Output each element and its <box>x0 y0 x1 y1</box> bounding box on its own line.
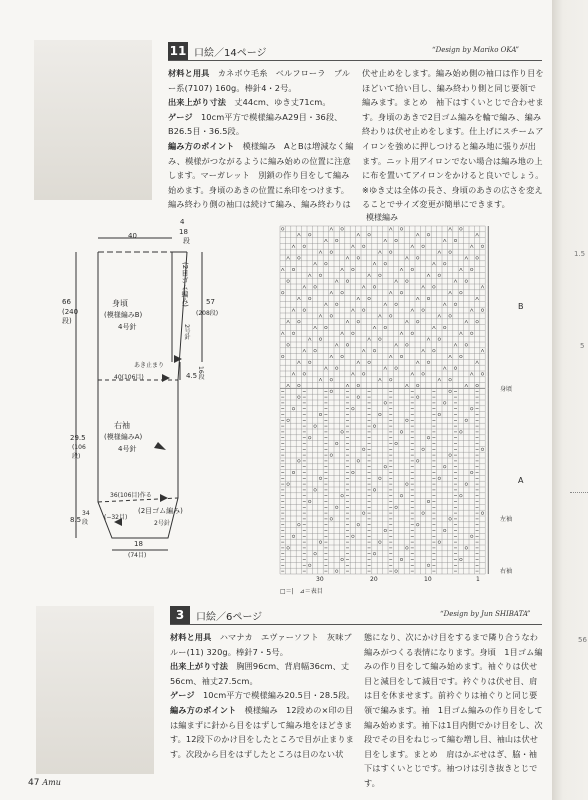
body-title: 身頃 <box>112 299 128 308</box>
cuff-needle: 2号針 <box>154 520 170 527</box>
rib-needle: 2号針 <box>183 324 190 340</box>
stitch-chart <box>278 224 530 600</box>
dim-top: 4 <box>180 218 185 226</box>
gutter-mark: 1.5 <box>574 250 586 258</box>
points-text: 模様編み AとBは増減なく編み、模様がつながるように編み始めの位置に注意します。マーガレット 別鎖の作り目をして編み始めます。身頃のあきの位置に糸印をつけます。編み終わり側の袖口は続けて編み、編み終わりは <box>168 140 354 210</box>
label-body: 身頃 <box>500 386 513 393</box>
size-text-2: 胸囲96cm、背肩幅36cm、丈56cm、袖丈27.5cm。 <box>170 661 350 686</box>
gauge-label: ゲージ <box>168 111 193 122</box>
dim-45: 4.5 <box>186 372 198 380</box>
dim-57: 57 <box>206 298 215 306</box>
instructions-col2-bottom <box>364 630 544 791</box>
points-label-2: 編み方のポイント <box>170 704 237 715</box>
dec-label: (−32目) <box>104 514 128 521</box>
sleeve-needle: 4号針 <box>118 445 137 453</box>
page-number: 47 <box>28 778 40 788</box>
label-left: 左袖 <box>500 516 513 523</box>
gutter-dotline <box>570 492 588 493</box>
label-b: B <box>518 302 524 311</box>
magazine-brand: Amu <box>42 778 61 787</box>
dim-34: 34段 <box>82 510 90 526</box>
pattern-reference: 口絵／14ページ <box>194 48 267 59</box>
designer-credit-2: “Design by Jun SHIBATA” <box>440 610 531 618</box>
dim-295: 29.5 <box>70 434 86 442</box>
dim-height-rows: (240段) <box>62 308 79 325</box>
page-footer <box>28 778 61 788</box>
gutter-mark: 56 <box>578 636 587 644</box>
chart-col-30: 30 <box>316 576 324 583</box>
body-needle: 4号針 <box>118 323 137 331</box>
size-label-2: 出来上がり寸法 <box>170 661 229 672</box>
instructions-col2 <box>362 66 544 212</box>
size-text: 丈44cm、ゆき丈71cm。 <box>234 97 331 108</box>
instructions-col1 <box>168 66 354 212</box>
dim-85: 8.5 <box>70 516 82 524</box>
make-label: 36(106目)作る <box>110 492 152 499</box>
dim-106-rows: (106段) <box>72 444 86 460</box>
header-rule <box>168 60 542 61</box>
chart-legend: □＝| ⊿＝表目 <box>280 588 323 595</box>
dim-106: 40(106目) <box>114 374 144 381</box>
materials-text: カネボウ毛糸 ベルフローラ ブルー系(7107) 160g。棒針4・2号。 <box>168 68 351 93</box>
page-gutter <box>552 0 588 800</box>
points-label: 編み方のポイント <box>168 140 235 151</box>
dim-height: 66 <box>62 298 71 306</box>
dim-208: (208段) <box>196 310 219 317</box>
sleeve-title: 右袖 <box>114 421 130 430</box>
materials-text-2: ハマナカ エヴァーソフト 灰味ブルー(11) 320g。棒針7・5号。 <box>170 632 352 657</box>
dim-18: 18 <box>134 540 143 548</box>
materials-label-2: 材料と用具 <box>170 632 212 642</box>
dim-16: 16段 <box>197 366 204 380</box>
rib-title: (2目ゴム編み) <box>181 262 189 307</box>
label-a: A <box>518 476 524 485</box>
points-text-2: 模様編み 12段めの×印の目は編まずに針から目をはずして編み地をほどきます。12段下のかけ目をしたところで目が止まります。次段から目をはずしたところは目のない状 <box>170 704 354 759</box>
pattern-number-badge-2: 3 <box>170 606 190 624</box>
designer-credit: “Design by Mariko OKA” <box>432 46 519 54</box>
chart-title: 模様編み <box>366 213 398 222</box>
pattern-number-badge: 11 <box>169 44 187 58</box>
body-pattern: (模様編みB) <box>104 311 143 319</box>
chart-col-10: 10 <box>424 576 432 583</box>
materials-label: 材料と用具 <box>168 68 210 78</box>
sleeve-pattern: (模様編みA) <box>104 433 143 441</box>
instructions-col1-bottom <box>170 630 356 761</box>
gauge-label-2: ゲージ <box>170 690 195 701</box>
dim-top-rows: 18 <box>179 228 188 236</box>
chart-col-20: 20 <box>370 576 378 583</box>
pattern-reference-2: 口絵／6ページ <box>196 612 263 623</box>
dim-top-unit: 段 <box>183 237 190 245</box>
dim-74: (74目) <box>128 552 147 559</box>
label-right: 右袖 <box>500 568 513 575</box>
model-photo-top <box>34 40 152 200</box>
gutter-mark: 5 <box>580 342 585 350</box>
model-photo-bottom <box>36 606 154 774</box>
dim-width: 40 <box>128 232 137 240</box>
size-label: 出来上がり寸法 <box>168 97 227 108</box>
schematic-diagram <box>62 212 222 562</box>
gauge-text: 10cm平方で模様編みA29目・36段、B26.5目・36.5段。 <box>168 111 343 137</box>
gauge-text-2: 10cm平方で模様編み20.5目・28.5段。 <box>203 690 355 701</box>
opening-label: あき止まり <box>134 362 165 369</box>
instructions-continued-2: 態になり、次にかけ目をするまで隣り合うなわ編みがつくる表情になります。身頃 1目ゴム編みの作り目をして編み始めます。袖ぐりは伏せ目と減目をして減目です。衿ぐりは伏せ目、肩は目を休ませます。前衿ぐりは袖ぐりと同じ要領で編みます。袖 1目ゴム編みの作り目をして編み始めます。袖下は1目内側でかけ目をし、次段でその目をねじって編む増し目、袖山は伏せ目をします。まとめ 肩はかぶせはぎ、脇・袖下はすくいとじです。袖つけは引き抜きとじです。 <box>364 632 543 788</box>
instructions-continued: 伏せ止めをします。編み始め側の袖口は作り目をほどいて拾い目し、編み終わり側と同じ要領で編みます。まとめ 袖下はすくいとじで合わせます。身頃のあきで2目ゴム編みを輪で編み、編み終わりは伏せ止めをします。仕上げにスチームアイロンを強めに押しつけると編み地に張りが出ます。ニット用アイロンでない場合は編み地の上に布を置いてアイロンをかけると良いでしょう。※ゆき丈は全体の長さ、身頃のあきの広さを変えることでサイズ変更が簡単にできます。 <box>362 68 544 210</box>
header-rule-2 <box>170 624 542 625</box>
cuff-title: (2目ゴム編み) <box>138 507 183 515</box>
chart-col-1: 1 <box>476 576 480 583</box>
